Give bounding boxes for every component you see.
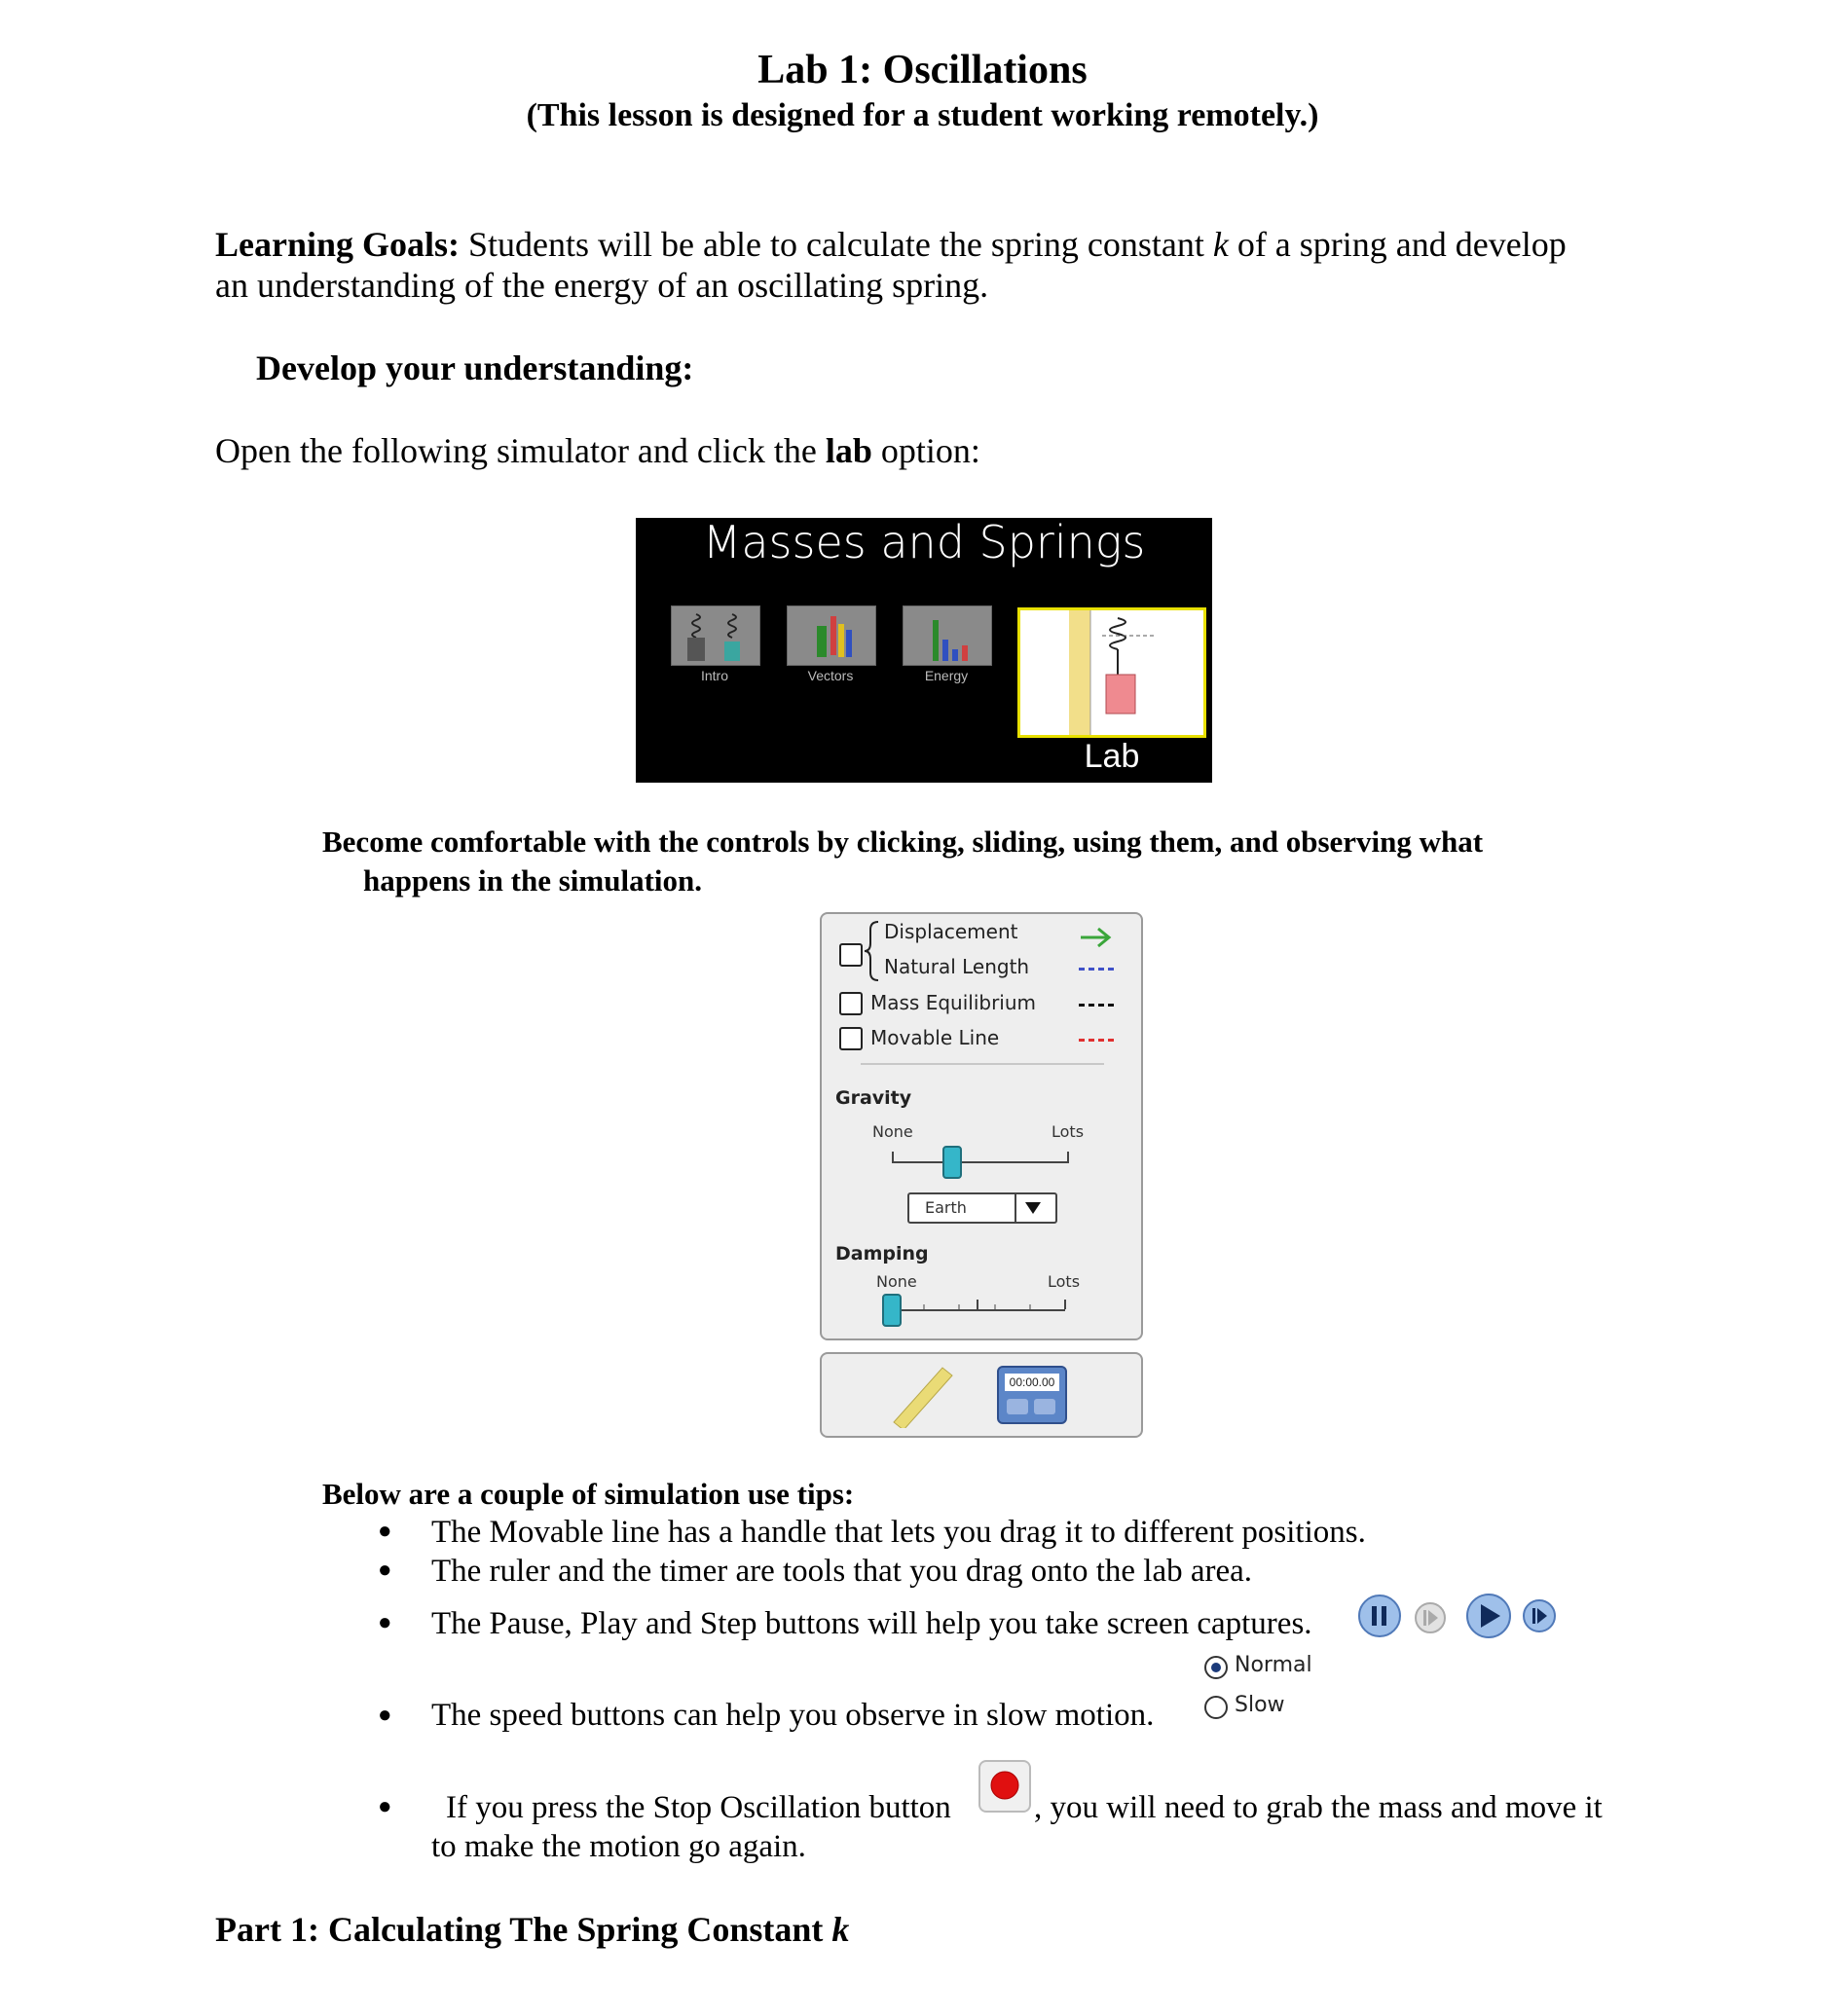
spring-icon [672,606,759,665]
comfortable-line2: happens in the simulation. [363,863,702,898]
gravity-tick-max [1067,1152,1069,1161]
gravity-max-label: Lots [1052,1122,1085,1141]
stop-oscillation-icon [980,1762,1029,1811]
learning-goals-line1 [215,224,1637,265]
page-subtitle: (This lesson is designed for a student working remotely.) [526,97,1319,133]
damping-slider-thumb[interactable] [882,1294,902,1327]
open-sim-suffix: option: [871,431,980,470]
timer-icon[interactable] [997,1366,1067,1424]
open-sim-lab: lab [825,431,872,470]
spring-constant-symbol: k [1212,225,1229,264]
part1-heading [215,1909,849,1950]
gravity-slider-thumb[interactable] [942,1146,962,1179]
movable-line-checkbox[interactable] [839,1027,863,1050]
gravity-select[interactable] [907,1192,1057,1224]
gravity-min-label: None [872,1122,913,1141]
learning-goals-line2: an understanding of the energy of an oscillating spring. [215,266,989,305]
damping-max-label: Lots [1048,1272,1081,1291]
bullet: ● [378,1519,392,1544]
mass-equilibrium-checkbox[interactable] [839,992,863,1015]
movable-line-line-icon [1079,1039,1114,1042]
tips-heading: Below are a couple of simulation use tips: [322,1477,855,1511]
slow-speed-label: Slow [1235,1693,1285,1717]
bullet: ● [378,1794,392,1819]
step-icon [1524,1600,1555,1631]
damping-ticks [888,1300,1067,1311]
select-divider [1015,1194,1016,1222]
radio-selected-dot [1211,1663,1221,1672]
displacement-label: Displacement [884,920,1018,943]
tip-5-prefix: If you press the Stop Oscillation button [446,1790,951,1825]
gravity-slider-track[interactable] [892,1161,1069,1163]
energy-label: Energy [924,668,969,683]
bullet: ● [378,1703,392,1728]
slow-speed-radio[interactable] [1204,1696,1228,1719]
timer-play-icon [1034,1399,1055,1414]
gravity-select-value: Earth [925,1198,967,1217]
gravity-heading: Gravity [835,1087,912,1109]
page-title: Lab 1: Oscillations [757,48,1088,92]
bullet: ● [378,1610,392,1635]
tip-5-line2: to make the motion go again. [431,1829,806,1864]
learning-goals-label: Learning Goals: [215,225,461,264]
lab-label: Lab [1084,738,1140,775]
part1-label: Part 1: Calculating The Spring Constant [215,1910,832,1949]
natural-length-line-icon [1079,968,1114,971]
open-sim-prefix: Open the following simulator and click the [215,431,826,470]
timer-readout: 00:00.00 [1005,1374,1059,1391]
chevron-down-icon [1024,1201,1042,1215]
mass-equilibrium-label: Mass Equilibrium [870,991,1037,1014]
tip-2: The ruler and the timer are tools that you drag onto the lab area. [431,1554,1253,1589]
intro-screen-thumbnail[interactable] [671,605,760,666]
normal-speed-label: Normal [1235,1653,1312,1677]
energy-screen-thumbnail[interactable] [903,605,992,666]
normal-speed-radio[interactable] [1204,1656,1228,1679]
vectors-screen-thumbnail[interactable] [787,605,876,666]
comfortable-line1: Become comfortable with the controls by clicking, sliding, using them, and observing what [322,825,1484,859]
step-disabled-icon [1416,1603,1445,1632]
pause-icon [1359,1595,1400,1636]
stop-oscillation-button[interactable] [978,1760,1031,1813]
tools-panel [820,1352,1143,1438]
playback-buttons [1356,1593,1561,1641]
gravity-tick-min [892,1152,894,1161]
movable-line-label: Movable Line [870,1026,1000,1049]
ruler-icon[interactable] [890,1364,958,1428]
tip-1: The Movable line has a handle that lets you drag it to different positions. [431,1515,1366,1550]
energy-icon [904,606,991,665]
timer-reset-icon [1007,1399,1028,1414]
damping-min-label: None [876,1272,917,1291]
natural-length-label: Natural Length [884,955,1030,978]
learning-goals-text-end: of a spring and develop [1228,225,1567,264]
control-panel [820,912,1143,1340]
part1-k: k [831,1910,850,1949]
learning-goals-text: Students will be able to calculate the spring constant [468,225,1213,264]
play-icon [1467,1594,1510,1637]
lab-screen-thumbnail[interactable] [1017,607,1206,738]
intro-label: Intro [700,668,728,683]
bullet: ● [378,1558,392,1583]
vectors-icon [788,606,875,665]
develop-heading: Develop your understanding: [256,348,694,387]
tip-4: The speed buttons can help you observe in slow motion. [431,1698,1155,1733]
simulator-banner[interactable] [636,518,1212,783]
tip-5-suffix: , you will need to grab the mass and move it [1034,1790,1603,1825]
lab-spring-icon [1020,610,1203,735]
brace-icon [865,920,880,982]
displacement-checkbox[interactable] [839,943,863,967]
divider [861,1063,1104,1065]
damping-heading: Damping [835,1243,929,1265]
open-sim-instruction [215,430,980,471]
tip-3: The Pause, Play and Step buttons will help you take screen captures. [431,1606,1312,1641]
simulator-title: Masses and Springs [702,516,1146,568]
mass-equilibrium-line-icon [1079,1004,1114,1007]
vectors-label: Vectors [807,668,854,683]
green-arrow-icon [1079,926,1114,949]
